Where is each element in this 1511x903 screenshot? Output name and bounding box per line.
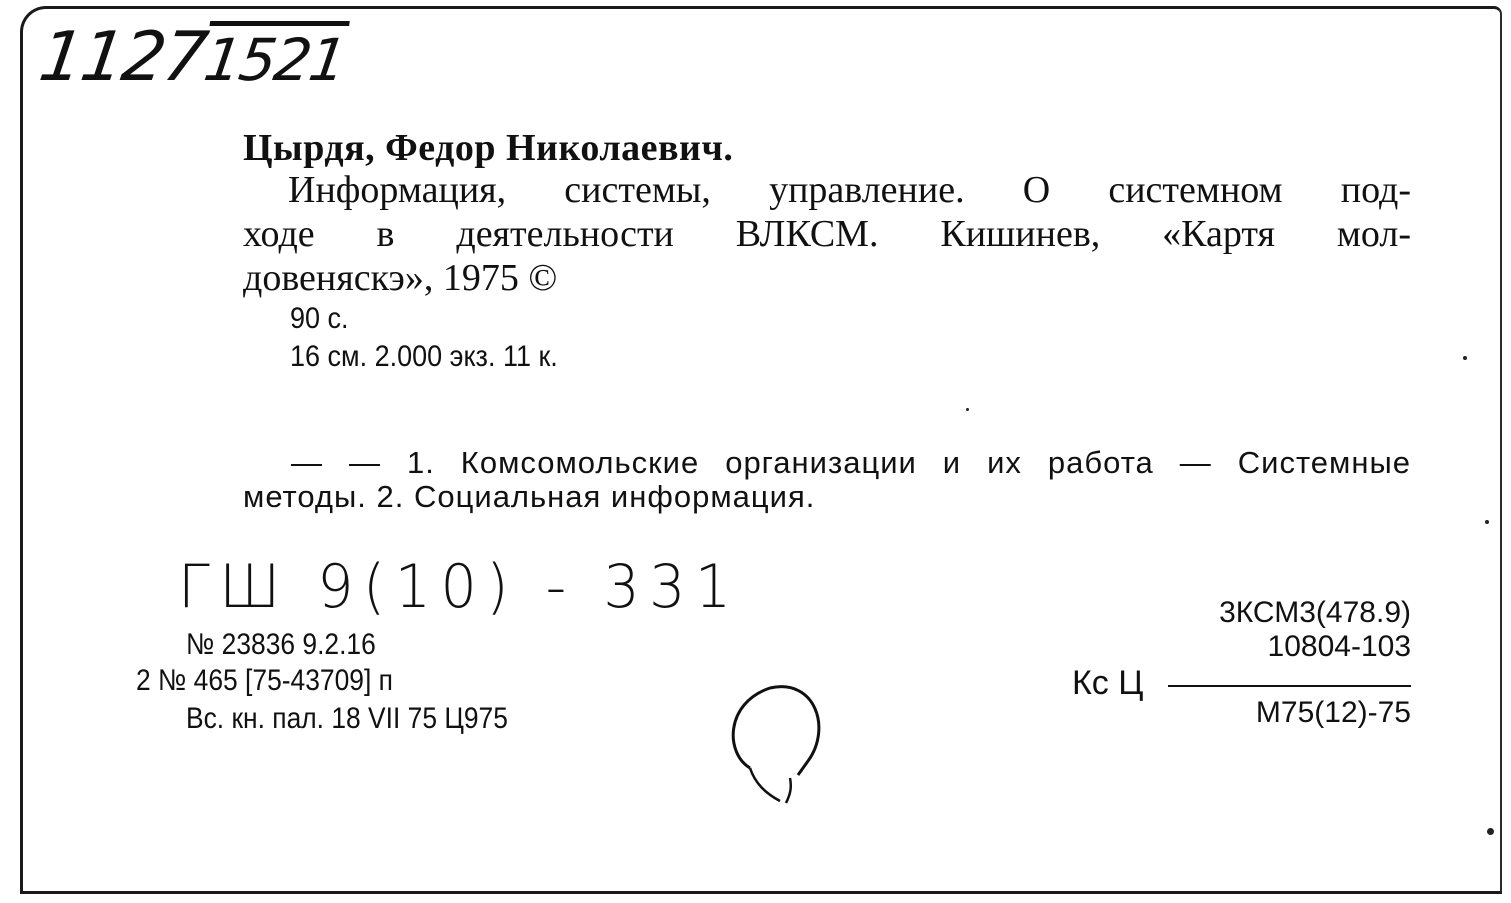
title-line: ходе в деятельности ВЛКСМ. Кишинев, «Картя мол- bbox=[243, 213, 1411, 255]
handwritten-shelfmark: ГШ 9(10) - 331 bbox=[178, 552, 741, 622]
classification-code: 10804-103 bbox=[1267, 630, 1411, 663]
format-edition: 16 см. 2.000 экз. 11 к. bbox=[290, 340, 558, 373]
punch-hole-mark bbox=[720, 683, 830, 813]
speck bbox=[1487, 828, 1494, 835]
title-line: Информация, системы, управление. О системном под- bbox=[288, 169, 1411, 211]
subject-line: методы. 2. Социальная информация. bbox=[243, 479, 816, 514]
fraction-line bbox=[1168, 685, 1411, 687]
kc-label: Кс Ц bbox=[1072, 664, 1144, 702]
classification-code: М75(12)-75 bbox=[1255, 696, 1411, 729]
speck bbox=[1463, 356, 1467, 360]
title-description bbox=[243, 168, 1411, 300]
accession-line: № 23836 9.2.16 bbox=[186, 628, 376, 661]
classification-code: 3КСМ3(478.9) bbox=[1219, 596, 1411, 629]
speck bbox=[966, 408, 969, 411]
handwritten-sub-number: 1521 bbox=[199, 26, 350, 94]
page-count: 90 с. bbox=[290, 302, 349, 335]
speck bbox=[1485, 520, 1489, 524]
subject-line: — — 1. Комсомольские организации и их работа — Системные bbox=[291, 445, 1411, 480]
title-line: довеняскэ», 1975 © bbox=[243, 257, 558, 299]
subject-headings bbox=[243, 446, 1411, 514]
accession-line: 2 № 465 [75-43709] п bbox=[136, 664, 393, 697]
accession-line: Вс. кн. пал. 18 VII 75 Ц975 bbox=[186, 702, 508, 735]
handwritten-card-number: 11271521 bbox=[34, 18, 350, 97]
author-heading: Цырдя, Федор Николаевич. bbox=[243, 127, 734, 169]
